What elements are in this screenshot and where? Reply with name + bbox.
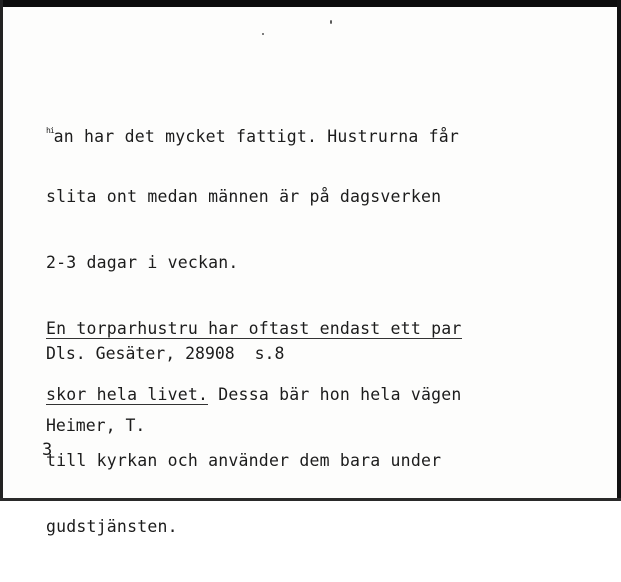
- source-reference: [46, 294, 284, 486]
- text-line-3: 2-3 dagar i veckan.: [46, 253, 239, 272]
- text-line-1: $^{hi}$an har det mycket fattigt. Hustrurna får: [46, 126, 459, 146]
- scan-edge-top: [0, 0, 621, 7]
- reference-recorder: Heimer, T.: [46, 416, 146, 435]
- dust-speck: [262, 33, 264, 35]
- scan-edge-left: [0, 0, 3, 501]
- card-page-number: 3: [42, 440, 53, 460]
- correction-mark: hi: [46, 126, 54, 135]
- dust-speck: [330, 20, 332, 24]
- text-line-5: skor hela livet. Dessa bär hon hela vägen: [46, 385, 462, 404]
- text-line-7: gudstjänsten.: [46, 517, 178, 536]
- underlined-passage: skor hela livet.: [46, 385, 209, 404]
- underlined-passage: En torparhustru har oftast endast ett par: [46, 319, 462, 338]
- reference-place: Dls. Gesäter, 28908 s.8: [46, 344, 285, 363]
- text-line-2: slita ont medan männen är på dagsverken: [46, 187, 442, 206]
- scan-edge-right: [617, 0, 621, 501]
- text-line-6: till kyrkan och använder dem bara under: [46, 451, 442, 470]
